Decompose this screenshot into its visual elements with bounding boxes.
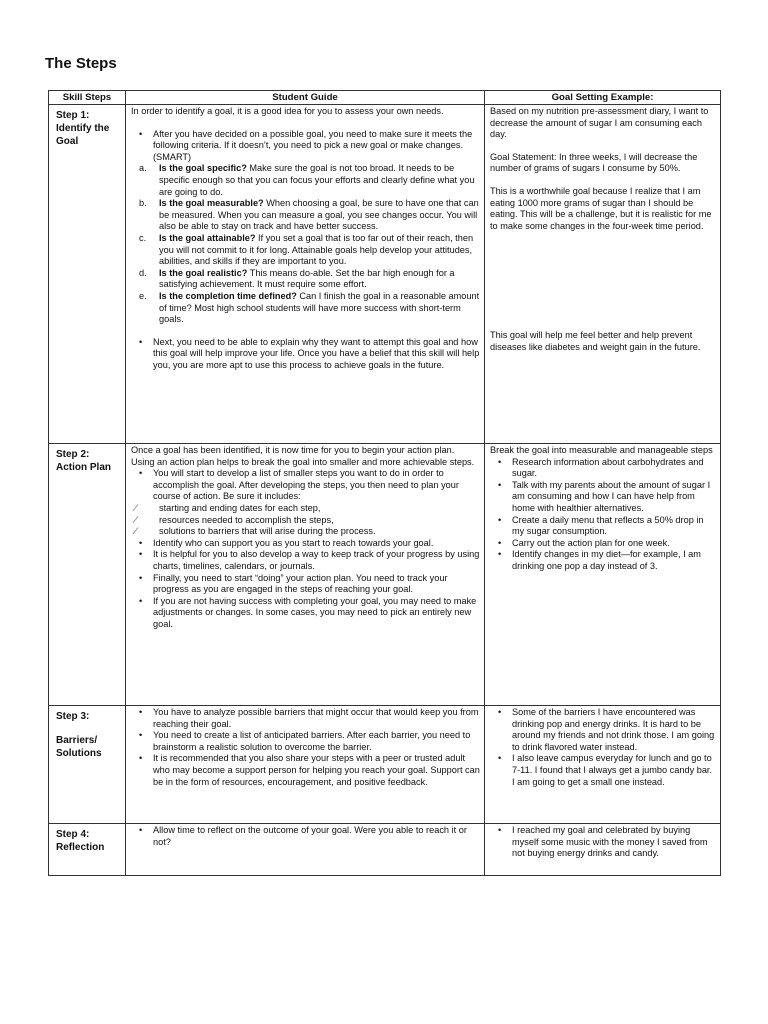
check-icon: ⁄ xyxy=(135,502,137,513)
step3-bullet: • You have to analyze possible barriers that might occur that would keep you from reaching their goal. xyxy=(153,707,480,730)
steps-table xyxy=(48,90,721,876)
step1-example-p3: This is a worthwhile goal because I realize that I am eating 1000 more grams of sugar than I should be eating. This will be a challenge, but it is realistic for me to make some changes in the four-week time period. xyxy=(490,185,712,231)
criteria-item-a: a. Is the goal specific? Make sure the goal is not too broad. It needs to be specific enough so that you can focus your efforts and clearly define what you are going to do. xyxy=(139,163,475,197)
step1-example-p1: Based on my nutrition pre-assessment diary, I want to decrease the amount of sugar I am consuming each day. xyxy=(490,106,709,140)
criteria-item-e: e. Is the completion time defined? Can I finish the goal in a reasonable amount of time? Most high school students will have more success with short-term goals. xyxy=(139,290,480,325)
criteria-item-c: c. Is the goal attainable? If you set a goal that is too far out of their reach, then you will not commit to it for long. Attainable goals help develop your attitudes, abilities, and skills if they are important to you. xyxy=(139,232,474,267)
table-row-step3 xyxy=(49,706,721,824)
step1-bullet-criteria: • After you have decided on a possible goal, you need to make sure it meets the following criteria. If it doesn’t, you need to pick a new goal or make changes. (SMART) xyxy=(153,129,480,164)
step2-name: Action Plan xyxy=(56,462,112,473)
step3-number: Step 3: xyxy=(56,711,90,722)
step3-guide-cell xyxy=(126,706,485,824)
step4-example-bullet: • I reached my goal and celebrated by buying myself some music with the money I saved from not buying energy drinks and candy. xyxy=(512,825,716,860)
criteria-item-b: b. Is the goal measurable? When choosing a goal, be sure to have one that can be measured. When you can measure a goal, you see changes occur. You will also be able to stay on track and have better success. xyxy=(139,198,479,232)
includes-item: ⁄ solutions to barriers that will arise during the process. xyxy=(135,526,376,537)
check-icon: ⁄ xyxy=(135,526,137,537)
table-row-step1 xyxy=(49,105,721,444)
step4-guide-cell xyxy=(126,824,485,876)
step3-example-bullet: • I also leave campus everyday for lunch and go to 7-11. I found that I always get a jumbo candy bar. I am going to get a small one instead. xyxy=(512,753,716,788)
step2-bullet: • Identify who can support you as you start to reach towards your goal. xyxy=(153,538,480,550)
step1-guide-intro: In order to identify a goal, it is a good idea for you to assess your own needs. xyxy=(131,106,444,116)
includes-item: ⁄ resources needed to accomplish the steps, xyxy=(135,514,334,525)
page-title: The Steps xyxy=(45,55,117,72)
header-goal-example: Goal Setting Example: xyxy=(485,91,721,105)
step1-bullet-explain: • Next, you need to be able to explain why they want to attempt this goal and how this goal will help improve your life. Once you have a belief that this skill will help you, you are more apt to use this process to achieve goals in the future. xyxy=(153,337,480,372)
table-row-step4 xyxy=(49,824,721,876)
step1-example-p4: This goal will help me feel better and help prevent diseases like diabetes and weight gain in the future. xyxy=(490,330,701,352)
step1-guide-cell xyxy=(126,105,485,444)
step3-example-cell xyxy=(485,706,721,824)
step1-number: Step 1: xyxy=(56,110,90,121)
step2-includes-list xyxy=(131,503,480,538)
step1-example-p2: Goal Statement: In three weeks, I will decrease the number of grams of sugars I consume by 50%. xyxy=(490,151,698,174)
step2-guide-cell xyxy=(126,444,485,706)
step1-criteria-list xyxy=(131,163,480,325)
table-row-step2 xyxy=(49,444,721,706)
step4-bullet: • Allow time to reflect on the outcome of your goal. Were you able to reach it or not? xyxy=(153,825,480,848)
step2-guide-intro: Once a goal has been identified, it is now time for you to begin your action plan. Using an action plan helps to break the goal into smaller and more achievable steps. xyxy=(131,445,475,467)
step4-label-cell xyxy=(49,824,126,876)
step2-example-bullet: • Create a daily menu that reflects a 50% drop in my sugar consumption. xyxy=(512,515,716,538)
step2-example-bullet: • Carry out the action plan for one week. xyxy=(512,538,716,550)
step4-number: Step 4: xyxy=(56,829,90,840)
step2-bullet-develop: • You will start to develop a list of smaller steps you want to do in order to accomplish the goal. After developing the steps, you then need to plan your course of action. Be sure it includes: xyxy=(153,468,480,503)
step2-bullet: • Finally, you need to start “doing” your action plan. You need to track your progress as you are engaged in the steps of reaching your goal. xyxy=(153,573,480,596)
step2-label-cell xyxy=(49,444,126,706)
header-student-guide: Student Guide xyxy=(126,91,485,105)
header-skill-steps: Skill Steps xyxy=(49,91,126,105)
criteria-item-d: d. Is the goal realistic? This means do-able. Set the bar high enough for a satisfying achievement. It must require some effort. xyxy=(139,267,455,290)
step3-bullet: • It is recommended that you also share your steps with a peer or trusted adult who may become a support person for helping you reach your goal. Support can be in the form of resources, encouragement, and positive feedback. xyxy=(153,753,480,788)
step2-bullet: • It is helpful for you to also develop a way to keep track of your progress by using charts, timelines, calendars, or journals. xyxy=(153,549,480,572)
table-header-row xyxy=(49,91,721,105)
step3-name: Barriers/ Solutions xyxy=(56,735,102,759)
step3-example-bullet: • Some of the barriers I have encountered was drinking pop and energy drinks. It is hard to be around my friends and not drink those. I am going to drink flavored water instead. xyxy=(512,707,716,753)
step1-label-cell xyxy=(49,105,126,444)
includes-item: ⁄ starting and ending dates for each step, xyxy=(135,502,321,513)
step2-example-intro: Break the goal into measurable and manageable steps xyxy=(490,445,713,455)
step3-bullet: • You need to create a list of anticipated barriers. After each barrier, you need to brainstorm a realistic solution to overcome the barrier. xyxy=(153,730,480,753)
step1-example-cell xyxy=(485,105,721,444)
step2-example-bullet: • Research information about carbohydrates and sugar. xyxy=(512,457,716,480)
step2-bullet: • If you are not having success with completing your goal, you may need to make adjustments or changes. In some cases, you may need to pick an entirely new goal. xyxy=(153,596,480,631)
step2-example-cell xyxy=(485,444,721,706)
step2-number: Step 2: xyxy=(56,449,90,460)
step2-example-bullet: • Identify changes in my diet—for example, I am drinking one pop a day instead of 3. xyxy=(512,549,716,572)
step1-name: Identify the Goal xyxy=(56,123,110,147)
step2-example-bullet: • Talk with my parents about the amount of sugar I am consuming and how I can have help from home with healthier alternatives. xyxy=(512,480,716,515)
step3-label-cell xyxy=(49,706,126,824)
step4-example-cell xyxy=(485,824,721,876)
check-icon: ⁄ xyxy=(135,514,137,525)
step4-name: Reflection xyxy=(56,842,105,853)
